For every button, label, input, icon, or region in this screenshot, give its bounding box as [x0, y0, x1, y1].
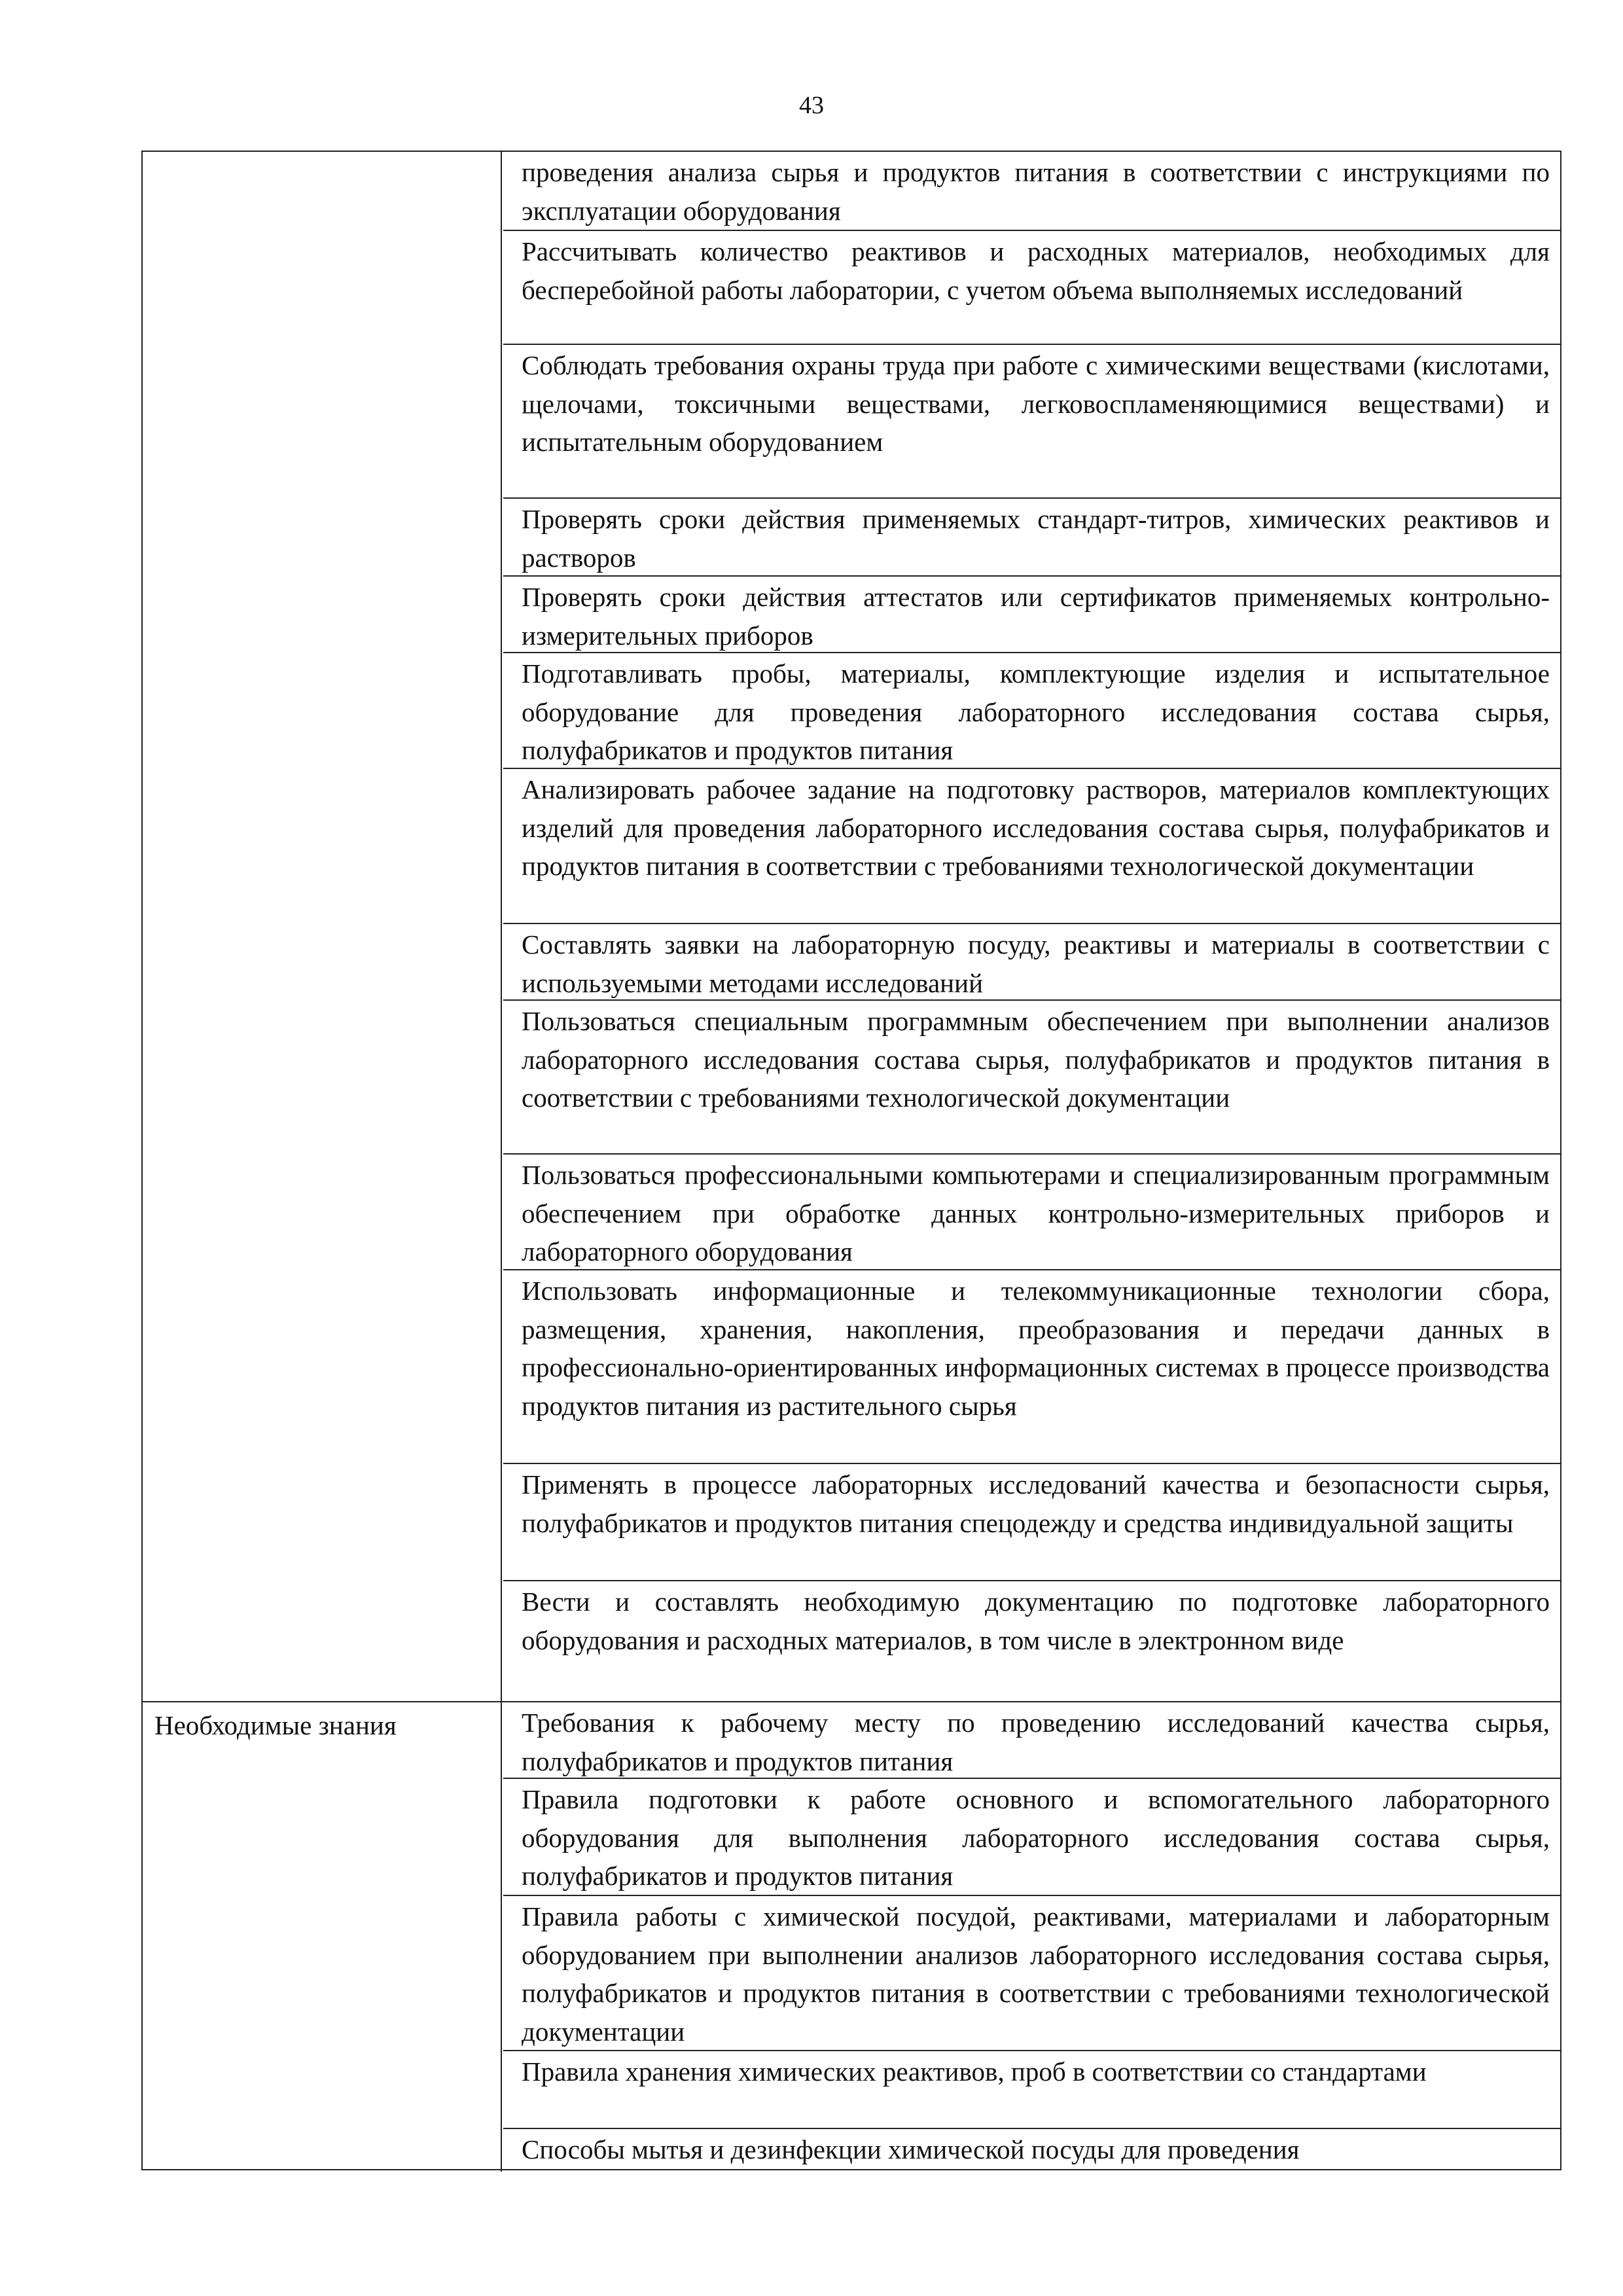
- skill-row: Составлять заявки на лабораторную посуду, реактивы и материалы в соответствии с используемыми методами исследований: [503, 923, 1560, 999]
- skill-row: Пользоваться специальным программным обеспечением при выполнении анализов лабораторного исследования состава сырья, полуфабрикатов и продуктов питания в соответствии с требованиями технологической документации: [503, 999, 1560, 1153]
- skill-row: Соблюдать требования охраны труда при работе с химическими веществами (кислотами, щелочами, токсичными веществами, легковоспламеняющимися веществами) и испытательным оборудованием: [503, 344, 1560, 497]
- skill-row: Вести и составлять необходимую документацию по подготовке лабораторного оборудования и расходных материалов, в том числе в электронном виде: [503, 1580, 1560, 1701]
- knowledge-row: Правила хранения химических реактивов, проб в соответствии со стандартами: [503, 2050, 1560, 2128]
- knowledge-label-cell: Необходимые знания: [143, 1702, 502, 2172]
- skill-row: проведения анализа сырья и продуктов питания в соответствии с инструкциями по эксплуатации оборудования: [522, 157, 1550, 226]
- knowledge-row: Способы мытья и дезинфекции химической посуды для проведения: [503, 2128, 1560, 2169]
- skill-row: Применять в процессе лабораторных исследований качества и безопасности сырья, полуфабрикатов и продуктов питания спецодежду и средства индивидуальной защиты: [503, 1463, 1560, 1580]
- page-number: 43: [799, 92, 824, 119]
- skill-row: Проверять сроки действия аттестатов или сертификатов применяемых контрольно-измерительных приборов: [503, 575, 1560, 652]
- knowledge-row: Правила подготовки к работе основного и вспомогательного лабораторного оборудования для выполнения лабораторного исследования состава сырья, полуфабрикатов и продуктов питания: [503, 1778, 1560, 1895]
- skill-row: Анализировать рабочее задание на подготовку растворов, материалов комплектующих изделий для проведения лабораторного исследования состава сырья, полуфабрикатов и продуктов питания в соответствии с требованиями технологической документации: [503, 768, 1560, 923]
- skill-row: Подготавливать пробы, материалы, комплектующие изделия и испытательное оборудование для проведения лабораторного исследования состава сырья, полуфабрикатов и продуктов питания: [503, 652, 1560, 768]
- skill-row: Использовать информационные и телекоммуникационные технологии сбора, размещения, хранения, накопления, преобразования и передачи данных в профессионально-ориентированных информационных системах в процессе производства продуктов питания из растительного сырья: [503, 1269, 1560, 1463]
- competency-table: [141, 151, 1561, 2170]
- knowledge-row: Правила работы с химической посудой, реактивами, материалами и лабораторным оборудованием при выполнении анализов лабораторного исследования состава сырья, полуфабрикатов и продуктов питания в соответствии с требованиями технологической документации: [503, 1895, 1560, 2050]
- skills-label-cell: [143, 152, 502, 1701]
- skill-row: Пользоваться профессиональными компьютерами и специализированным программным обеспечением при обработке данных контрольно-измерительных приборов и лабораторного оборудования: [503, 1153, 1560, 1269]
- skill-row: Рассчитывать количество реактивов и расходных материалов, необходимых для бесперебойной работы лаборатории, с учетом объема выполняемых исследований: [503, 230, 1560, 344]
- skill-row: Проверять сроки действия применяемых стандарт-титров, химических реактивов и растворов: [503, 497, 1560, 575]
- knowledge-row: Требования к рабочему месту по проведению исследований качества сырья, полуфабрикатов и продуктов питания: [503, 1701, 1560, 1778]
